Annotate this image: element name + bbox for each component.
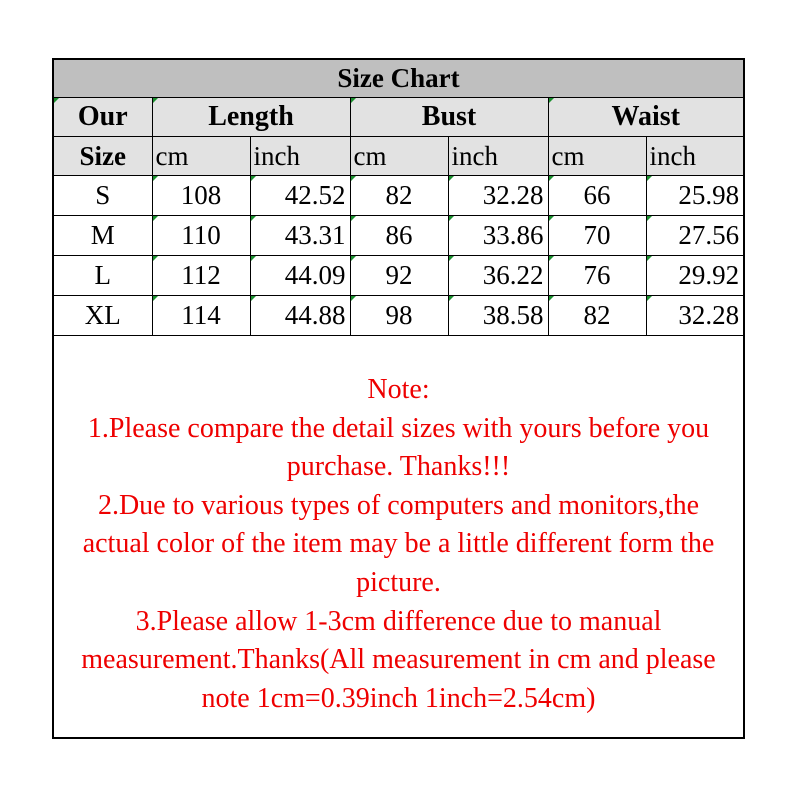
note-heading: Note:: [367, 374, 430, 405]
bust-inch-cell: 38.58: [448, 296, 548, 336]
note-line: actual color of the item may be a little different form the: [82, 528, 715, 560]
note-line: measurement.Thanks(All measurement in cm and please: [81, 644, 716, 676]
length-cm-cell: 110: [152, 216, 250, 256]
waist-inch-unit: inch: [646, 137, 743, 176]
bust-cm-cell: 92: [350, 256, 448, 296]
size-cell: M: [54, 216, 152, 256]
waist-inch-cell: 32.28: [646, 296, 743, 336]
table-row: [54, 296, 743, 336]
waist-cm-unit: cm: [548, 137, 646, 176]
bust-header: Bust: [350, 98, 548, 137]
length-inch-unit: inch: [250, 137, 350, 176]
bust-inch-cell: 36.22: [448, 256, 548, 296]
note-line: 3.Please allow 1-3cm difference due to manual: [135, 605, 662, 637]
waist-inch-cell: 27.56: [646, 216, 743, 256]
length-cm-cell: 112: [152, 256, 250, 296]
bust-inch-unit: inch: [448, 137, 548, 176]
chart-title: Size Chart: [54, 60, 743, 98]
waist-cm-cell: 76: [548, 256, 646, 296]
our-label: Our: [54, 98, 152, 137]
notes-block: [54, 371, 743, 718]
bust-inch-cell: 33.86: [448, 216, 548, 256]
length-cm-unit: cm: [152, 137, 250, 176]
waist-inch-cell: 29.92: [646, 256, 743, 296]
bust-cm-unit: cm: [350, 137, 448, 176]
title-row: [54, 60, 743, 98]
length-inch-cell: 43.31: [250, 216, 350, 256]
size-chart-frame: [52, 58, 745, 739]
size-cell: XL: [54, 296, 152, 336]
note-line: 1.Please compare the detail sizes with yours before you: [87, 412, 710, 444]
waist-inch-cell: 25.98: [646, 176, 743, 216]
waist-cm-cell: 82: [548, 296, 646, 336]
length-inch-cell: 44.88: [250, 296, 350, 336]
waist-cm-cell: 70: [548, 216, 646, 256]
length-header: Length: [152, 98, 350, 137]
unit-row: [54, 137, 743, 176]
waist-cm-cell: 66: [548, 176, 646, 216]
note-line: 2.Due to various types of computers and monitors,the: [97, 489, 700, 521]
size-cell: S: [54, 176, 152, 216]
bust-cm-cell: 98: [350, 296, 448, 336]
length-cm-cell: 108: [152, 176, 250, 216]
size-label: Size: [54, 137, 152, 176]
bust-inch-cell: 32.28: [448, 176, 548, 216]
size-table: [54, 60, 743, 336]
bust-cm-cell: 82: [350, 176, 448, 216]
note-line: purchase. Thanks!!!: [286, 451, 511, 483]
length-inch-cell: 44.09: [250, 256, 350, 296]
waist-header: Waist: [548, 98, 743, 137]
table-row: [54, 256, 743, 296]
note-line: picture.: [356, 566, 441, 598]
note-line: note 1cm=0.39inch 1inch=2.54cm): [201, 682, 596, 714]
header-row: [54, 98, 743, 137]
length-inch-cell: 42.52: [250, 176, 350, 216]
size-cell: L: [54, 256, 152, 296]
table-row: [54, 176, 743, 216]
table-row: [54, 216, 743, 256]
bust-cm-cell: 86: [350, 216, 448, 256]
length-cm-cell: 114: [152, 296, 250, 336]
